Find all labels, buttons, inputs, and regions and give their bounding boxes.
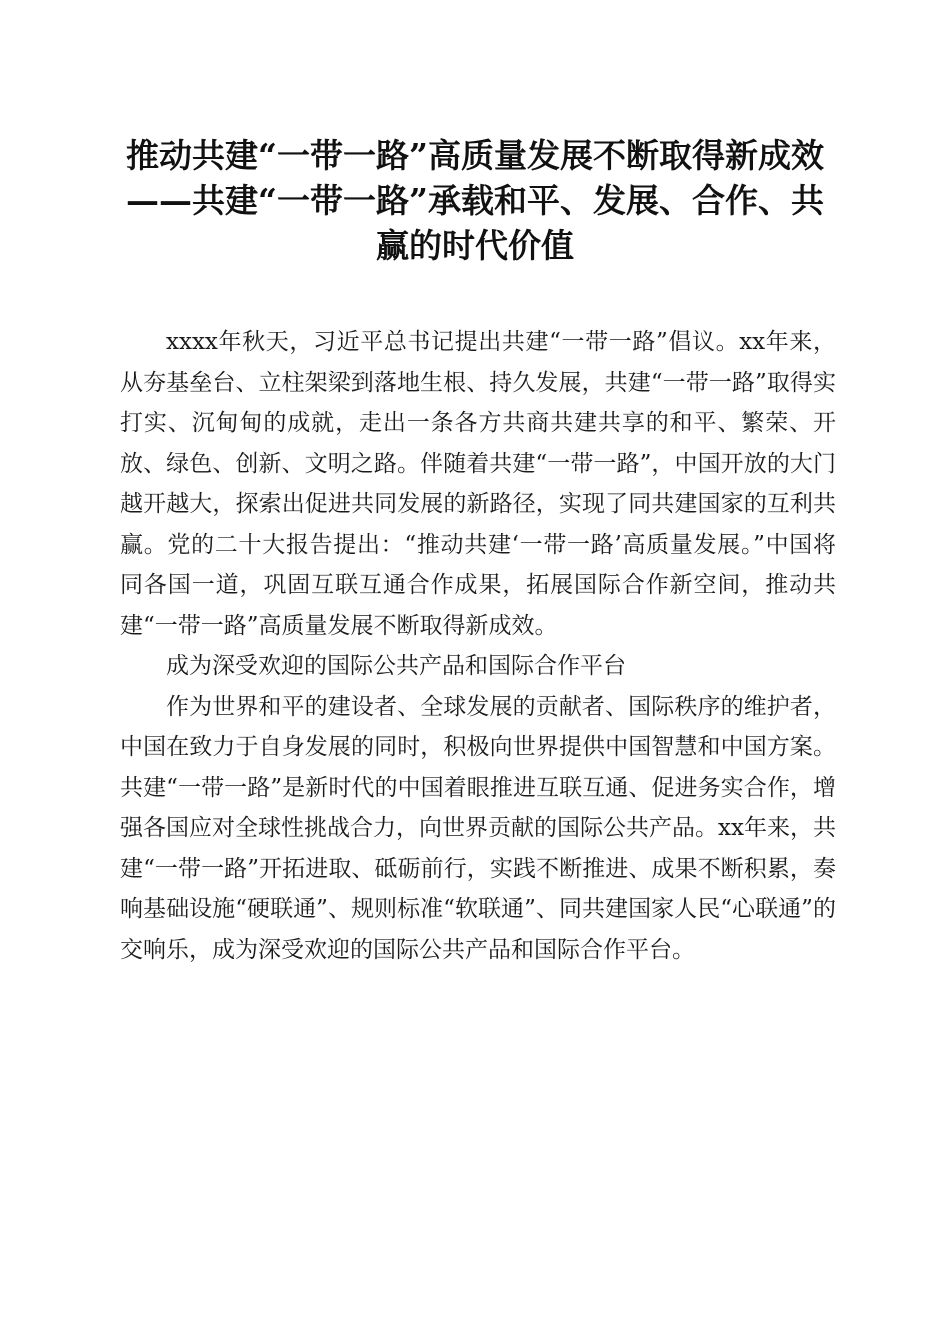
section-paragraph: 作为世界和平的建设者、全球发展的贡献者、国际秩序的维护者，中国在致力于自身发展的同时，积极向世界提供中国智慧和中国方案。共建“一带一路”是新时代的中国着眼推进互联互通、促进务实合作，增强各国应对全球性挑战合力，向世界贡献的国际公共产品。xx年来，共建“一带一路”开拓进取、砥砺前行，实践不断推进、成果不断积累，奏响基础设施“硬联通”、规则标准“软联通”、同共建国家人民“心联通”的交响乐，成为深受欢迎的国际公共产品和国际合作平台。 bbox=[120, 693, 836, 963]
document-title: 推动共建“一带一路”高质量发展不断取得新成效——共建“一带一路”承载和平、发展、合作、共赢的时代价值 bbox=[126, 136, 824, 265]
document-body bbox=[120, 322, 836, 970]
section-heading: 成为深受欢迎的国际公共产品和国际合作平台 bbox=[166, 653, 626, 679]
intro-paragraph: xxxx年秋天，习近平总书记提出共建“一带一路”倡议。xx年来，从夯基垒台、立柱架梁到落地生根、持久发展，共建“一带一路”取得实打实、沉甸甸的成就，走出一条各方共商共建共享的和平、繁荣、开放、绿色、创新、文明之路。伴随着共建“一带一路”，中国开放的大门越开越大，探索出促进共同发展的新路径，实现了同共建国家的互利共赢。党的二十大报告提出：“推动共建‘一带一路’高质量发展。”中国将同各国一道，巩固互联互通合作成果，拓展国际合作新空间，推动共建“一带一路”高质量发展不断取得新成效。 bbox=[120, 329, 836, 639]
